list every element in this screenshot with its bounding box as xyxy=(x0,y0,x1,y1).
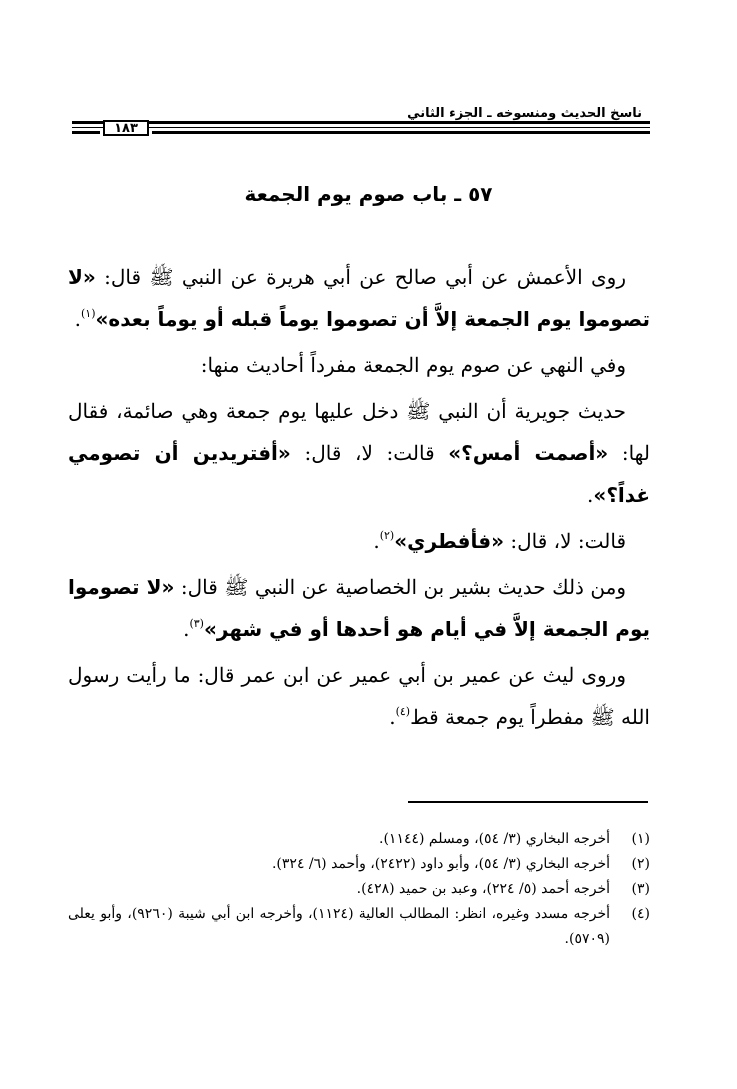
footnote-text: أخرجه البخاري (٣/ ٥٤)، وأبو داود (٢٤٢٢)، وأحمد (٦/ ٣٢٤). xyxy=(271,856,610,872)
paragraph-1-hadith-quote: «لا تصوموا يوم الجمعة إلاَّ أن تصوموا يوماً قبله أو يوماً بعده» xyxy=(68,265,650,331)
footnote-4 xyxy=(68,902,650,952)
header-rule-left-bar-1 xyxy=(72,131,100,134)
chapter-title: ٥٧ ـ باب صوم يوم الجمعة xyxy=(244,182,493,206)
running-header-title: ناسخ الحديث ومنسوخه ـ الجزء الثاني xyxy=(407,106,642,121)
footnote-number: (٣) xyxy=(631,881,650,897)
main-text xyxy=(68,256,650,742)
header-rule xyxy=(72,121,650,137)
footnote-ref-3: (٣) xyxy=(189,617,204,630)
paragraph-4-quote: «فأفطري» xyxy=(394,529,505,553)
footnote-text: أخرجه أحمد (٥/ ٢٢٤)، وعبد بن حميد (٤٢٨). xyxy=(356,881,610,897)
paragraph-3-quote-1: «أصمت أمس؟» xyxy=(448,441,609,465)
paragraph-3-end: . xyxy=(587,483,594,507)
paragraph-5-intro: ومن ذلك حديث بشير بن الخصاصية عن النبي ﷺ قال: xyxy=(174,575,627,599)
footnote-ref-1: (١) xyxy=(81,307,96,320)
paragraph-6 xyxy=(68,654,650,738)
paragraph-5-quote: «لا تصوموا يوم الجمعة إلاَّ في أيام هو أحدها أو في شهر» xyxy=(68,575,650,641)
footnote-1 xyxy=(68,827,650,852)
footnote-ref-2: (٢) xyxy=(379,529,395,542)
footnote-number: (٢) xyxy=(631,856,650,872)
header-rule-right-bar xyxy=(152,131,650,134)
paragraph-2: وفي النهي عن صوم يوم الجمعة مفرداً أحاديث منها: xyxy=(200,353,626,377)
footnote-number: (١) xyxy=(631,831,650,847)
footnote-separator xyxy=(408,801,648,803)
paragraph-5 xyxy=(68,566,650,650)
footnotes xyxy=(68,827,650,952)
paragraph-3-intro: حديث جويرية أن النبي ﷺ دخل عليها يوم جمعة وهي صائمة، فقال لها: xyxy=(68,399,650,465)
paragraph-1-end: . xyxy=(74,307,81,331)
paragraph-4-intro: قالت: لا، قال: xyxy=(504,529,626,553)
paragraph-6-text: وروى ليث عن عمير بن أبي عمير عن ابن عمر قال: ما رأيت رسول الله ﷺ مفطراً يوم جمعة قط xyxy=(68,663,650,729)
footnote-text: أخرجه البخاري (٣/ ٥٤)، ومسلم (١١٤٤). xyxy=(379,831,610,847)
paragraph-4-end: . xyxy=(373,529,380,553)
page-number: ١٨٣ xyxy=(103,120,149,136)
paragraph-1-intro: روى الأعمش عن أبي صالح عن أبي هريرة عن النبي ﷺ قال: xyxy=(95,265,626,289)
paragraph-5-end: . xyxy=(183,617,190,641)
footnote-ref-4: (٤) xyxy=(395,705,411,718)
footnote-2 xyxy=(68,852,650,877)
paragraph-1 xyxy=(68,256,650,340)
paragraph-3-quote-2: «أفتريدين أن تصومي غداً؟» xyxy=(68,441,650,507)
footnote-number: (٤) xyxy=(631,906,650,922)
footnote-text: أخرجه مسدد وغيره، انظر: المطالب العالية (١١٢٤)، وأخرجه ابن أبي شيبة (٩٢٦٠)، وأبو يعلى (٥٧٠٩). xyxy=(68,906,610,947)
paragraph-4 xyxy=(68,520,650,562)
footnote-3 xyxy=(68,877,650,902)
header-rule-thick-line xyxy=(72,121,650,124)
paragraph-3 xyxy=(68,390,650,516)
paragraph-3-middle: قالت: لا، قال: xyxy=(290,441,449,465)
header-rule-thin-line xyxy=(72,127,650,128)
paragraph-6-end: . xyxy=(389,705,396,729)
